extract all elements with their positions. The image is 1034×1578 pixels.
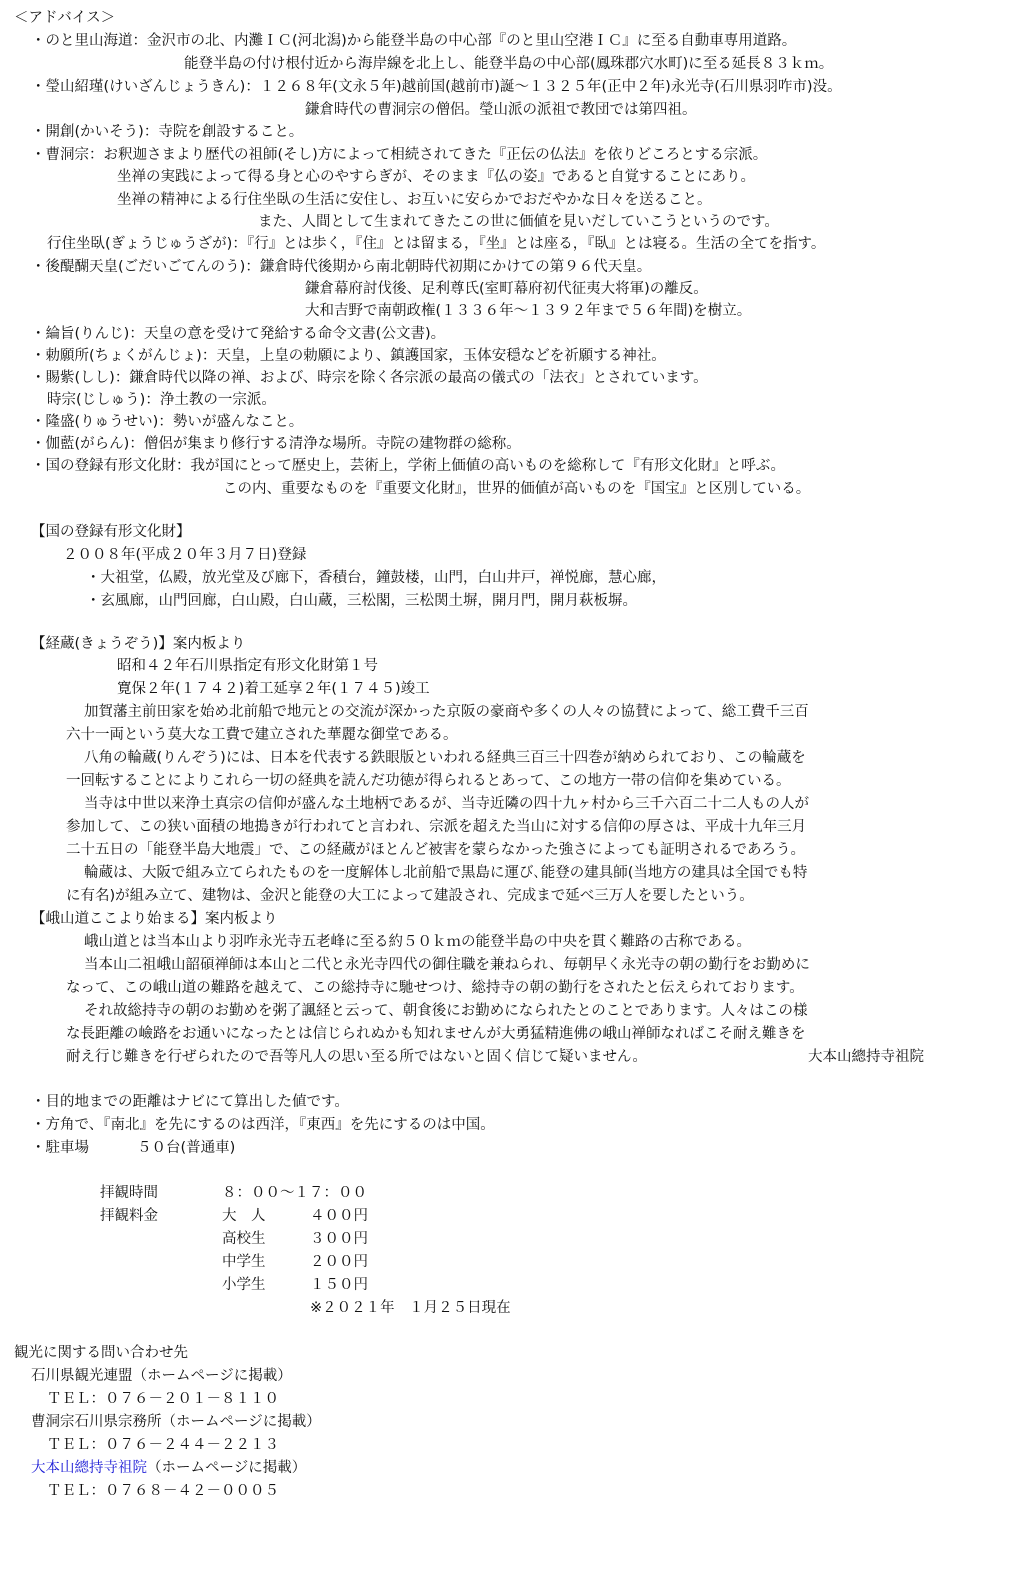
contact-note: （ホームページに掲載）: [132, 1368, 292, 1384]
advice-line: 能登半島の付け根付近から海岸線を北上し、能登半島の中心部(鳳珠郡穴水町)に至る延長８３ｋｍ。: [184, 56, 834, 72]
advice-line: ・隆盛(りゅうせい)：勢いが盛んなこと。: [31, 414, 304, 430]
fee-category: 小学生: [222, 1277, 266, 1293]
contact-link-sojiji[interactable]: 大本山總持寺祖院: [31, 1460, 147, 1476]
advice-line: この内、重要なものを『重要文化財』，世界的価値が高いものを『国宝』と区別している。: [223, 481, 811, 497]
kyozo-line: 寛保２年(１７４２)着工延享２年(１７４５)竣工: [117, 681, 430, 697]
advice-line: 坐禅の精神による行住坐臥の生活に安住し、お互いに安らかでおだやかな日々を送ること。: [117, 192, 712, 208]
advice-line: ・伽藍(がらん)：僧侶が集まり修行する清浄な場所。寺院の建物群の総称。: [31, 436, 521, 452]
fee-price: １５０円: [310, 1277, 368, 1293]
advice-line: 大和吉野で南朝政権(１３３６年～１３９２年まで５６年間)を樹立。: [305, 303, 752, 319]
gazan-line: 峨山道とは当本山より羽咋永光寺五老峰に至る約５０ｋｍの能登半島の中央を貫く難路の古称である。: [84, 934, 751, 950]
kyozo-line: 参加して、この狭い面積の地搗きが行われてと言われ、宗派を超えた当山に対する信仰の厚さは、平成十九年三月: [66, 819, 807, 835]
advice-line: 坐禅の実践によって得る身と心のやすらぎが、そのまま『仏の姿』であると自覚することにあり。: [117, 169, 755, 185]
fee-category: 高校生: [222, 1231, 266, 1247]
contact-note: （ホームページに掲載）: [147, 1460, 307, 1476]
advice-line: ・賜紫(しし)：鎌倉時代以降の禅、および、時宗を除く各宗派の最高の儀式の「法衣」とされています。: [31, 370, 708, 386]
gazan-line: なって、この峨山道の難路を越えて、この総持寺に馳せつけ、総持寺の朝の勤行をされたと伝えられております。: [66, 980, 804, 996]
kyozo-line: 二十五日の「能登半島大地震」で、この経蔵がほとんど被害を蒙らなかった強さによっても証明されるであろう。: [66, 842, 806, 858]
gazan-line: 当本山二祖峨山韶碩禅師は本山と二代と永光寺四代の御住職を兼ねられ、毎朝早く永光寺の朝の勤行をお勤めに: [84, 957, 810, 973]
fee-category: 大 人: [222, 1208, 266, 1224]
gazan-line: な長距離の嶮路をお通いになったとは信じられぬかも知れませんが大勇猛精進佛の峨山禅師なればこそ耐え難きを: [66, 1026, 806, 1042]
advice-line: ・綸旨(りんじ)：天皇の意を受けて発給する命令文書(公文書)。: [31, 326, 446, 342]
advice-line: ・勅願所(ちょくがんじょ)：天皇，上皇の勅願により、鎮護国家，玉体安穏などを祈願する神社。: [31, 348, 666, 364]
contact-item: [31, 1366, 292, 1386]
kyozo-line: 加賀藩主前田家を始め北前船で地元との交流が深かった京阪の豪商や多くの人々の協賛によって、総工費千三百: [84, 704, 809, 720]
advice-line: ・瑩山紹瑾(けいざんじょうきん)：１２６８年(文永５年)越前国(越前市)誕～１３２５年(正中２年)永光寺(石川県羽咋市)没。: [31, 79, 842, 95]
kyozo-line: 一回転することによりこれら一切の経典を読んだ功徳が得られるとあって、この地方一帯の信仰を集めている。: [66, 773, 791, 789]
note-line: ・目的地までの距離はナビにて算出した値です。: [31, 1094, 349, 1110]
contact-item: [31, 1412, 321, 1432]
parking-label: ・駐車場: [31, 1140, 89, 1156]
advice-line: 鎌倉幕府討伐後、足利尊氏(室町幕府初代征夷大将軍)の離反。: [305, 281, 708, 297]
cultural-heading: 【国の登録有形文化財】: [31, 524, 191, 540]
kyozo-heading: 【経蔵(きょうぞう)】案内板より: [31, 636, 246, 652]
kyozo-line: に有名)が組み立て、建物は、金沢と能登の大工によって建設され、完成まで延べ三万人を要したという。: [66, 888, 754, 904]
kyozo-line: 昭和４２年石川県指定有形文化財第１号: [117, 658, 378, 674]
advice-line: ・後醍醐天皇(ごだいごてんのう)：鎌倉時代後期から南北朝時代初期にかけての第９６代天皇。: [31, 259, 652, 275]
kyozo-line: 当寺は中世以来浄土真宗の信仰が盛んな土地柄であるが、当寺近隣の四十九ヶ村から三千六百二十二人もの人が: [84, 796, 809, 812]
gazan-heading: 【峨山道ここより始まる】案内板より: [31, 911, 278, 927]
contact-tel: ＴＥＬ：０７６－２４４－２２１３: [47, 1437, 279, 1453]
hours-value: ８：００～１７：００: [222, 1185, 367, 1201]
contact-item: [31, 1458, 306, 1478]
hours-label: 拝観時間: [100, 1185, 158, 1201]
fee-category: 中学生: [222, 1254, 266, 1270]
cultural-line: ・玄風廊，山門回廊，白山殿，白山蔵，三松閣，三松関土塀，開月門，開月萩板塀。: [86, 593, 637, 609]
cultural-line: ２００８年(平成２０年３月７日)登録: [63, 547, 307, 563]
contact-tel: ＴＥＬ：０７６－２０１－８１１０: [47, 1391, 279, 1407]
fee-price: ２００円: [310, 1254, 368, 1270]
kyozo-line: 輪蔵は、大阪で組み立てられたものを一度解体し北前船で黒島に運び､能登の建具師(当地方の建具は全国でも特: [84, 865, 808, 881]
gazan-line: 耐え行じ難きを行ぜられたので吾等凡人の思い至る所ではないと固く信じて疑いません。: [66, 1049, 647, 1065]
cultural-line: ・大祖堂，仏殿，放光堂及び廊下，香積台，鐘鼓楼，山門，白山井戸，禅悦廊，慧心廊，: [86, 570, 666, 586]
contact-note: （ホームページに掲載）: [161, 1414, 321, 1430]
fee-label: 拝観料金: [100, 1208, 158, 1224]
gazan-signature: 大本山總持寺祖院: [808, 1049, 924, 1065]
fee-price: ４００円: [310, 1208, 368, 1224]
fee-price: ３００円: [310, 1231, 368, 1247]
advice-line: 行住坐臥(ぎょうじゅうざが)：『行』とは歩く，『住』とは留まる，『坐』とは座る，『臥』とは寝る。生活の全てを指す。: [47, 236, 826, 252]
advice-line: ・国の登録有形文化財：我が国にとって歴史上，芸術上，学術上価値の高いものを総称して『有形文化財』と呼ぶ。: [31, 458, 785, 474]
contact-name: 曹洞宗石川県宗務所: [31, 1414, 162, 1430]
advice-line: また、人間として生まれてきたこの世に価値を見いだしていこうというのです。: [258, 214, 779, 230]
advice-line: 鎌倉時代の曹洞宗の僧侶。瑩山派の派祖で教団では第四祖。: [305, 102, 697, 118]
contacts-heading: 観光に関する問い合わせ先: [14, 1345, 188, 1361]
contact-name: 石川県観光連盟: [31, 1368, 133, 1384]
advice-line: ・のと里山海道：金沢市の北、内灘ＩＣ(河北潟)から能登半島の中心部『のと里山空港ＩＣ』に至る自動車専用道路。: [31, 33, 797, 49]
contact-tel: ＴＥＬ：０７６８－４２－０００５: [47, 1483, 279, 1499]
advice-heading: ＜アドバイス＞: [14, 10, 116, 26]
advice-line: ・開創(かいそう)：寺院を創設すること。: [31, 124, 304, 140]
kyozo-line: 六十一両という莫大な工費で建立された華麗な御堂である。: [66, 727, 458, 743]
advice-line: ・曹洞宗：お釈迦さまより歴代の祖師(そし)方によって相続されてきた『正伝の仏法』を依りどころとする宗派。: [31, 147, 768, 163]
fee-as-of: ※２０２１年 １月２５日現在: [310, 1300, 511, 1316]
parking-value: ５０台(普通車): [137, 1140, 236, 1156]
kyozo-line: 八角の輪蔵(りんぞう)には、日本を代表する鉄眼版といわれる経典三百三十四巻が納められており、この輪蔵を: [84, 750, 806, 766]
note-line: ・方角で、『南北』を先にするのは西洋，『東西』を先にするのは中国。: [31, 1117, 495, 1133]
gazan-line: それ故総持寺の朝のお勤めを粥了諷経と云って、朝食後にお勤めになられたとのことであります。人々はこの様: [84, 1003, 808, 1019]
advice-line: 時宗(じしゅう)：浄土教の一宗派。: [47, 392, 276, 408]
